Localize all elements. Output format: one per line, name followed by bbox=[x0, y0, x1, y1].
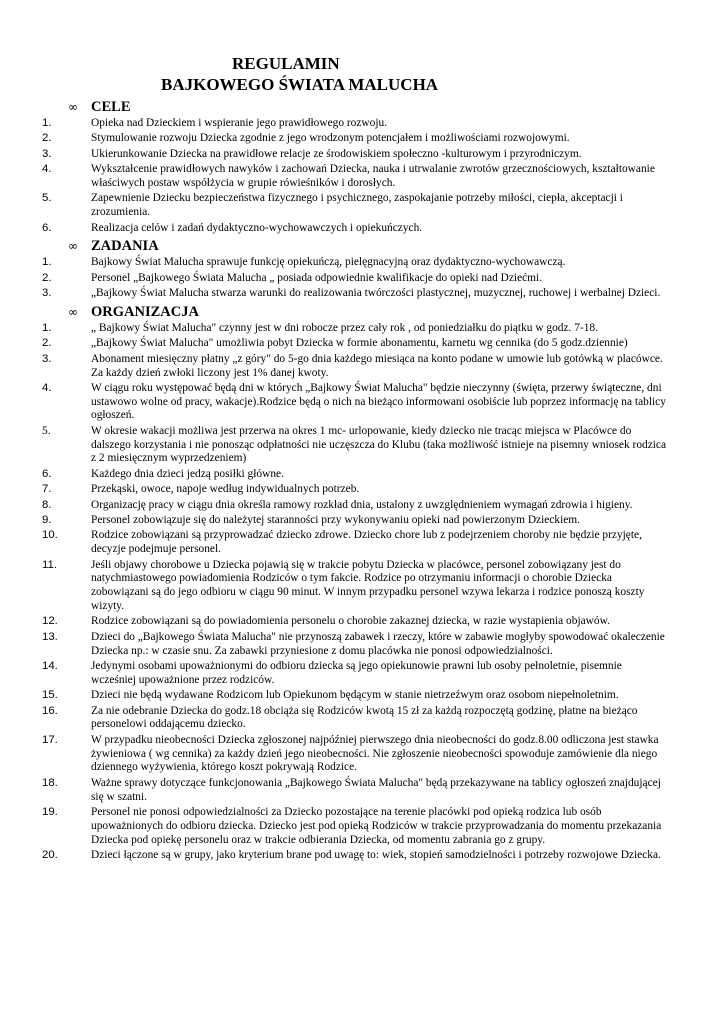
list-item bbox=[42, 630, 668, 659]
list-item-number: 5. bbox=[42, 424, 51, 437]
list-item-number: 1. bbox=[42, 321, 52, 334]
list-item-text: Zapewnienie Dziecku bezpieczeństwa fizycznego i psychicznego, zaspokajanie potrzeby miłości, ciepła, akceptacji i zrozumienia. bbox=[91, 192, 623, 219]
list-item bbox=[42, 424, 668, 466]
list-item-text: Realizacja celów i zadań dydaktyczno-wychowawczych i opiekuńczych. bbox=[91, 221, 423, 234]
list-item-number: 4. bbox=[42, 381, 52, 394]
list-item-number: 16. bbox=[42, 704, 58, 717]
list-item-number: 11. bbox=[42, 558, 57, 571]
list-item bbox=[42, 615, 668, 629]
list-item-number: 20. bbox=[42, 848, 58, 861]
list-item-text: Organizację pracy w ciągu dnia określa ramowy rozkład dnia, ustalony z uwzględnieniem wymagań zdrowia i higieny. bbox=[91, 498, 633, 511]
list-item bbox=[42, 256, 668, 270]
list-item-text: Stymulowanie rozwoju Dziecka zgodnie z jego wrodzonym potencjałem i możliwościami rozwojowymi. bbox=[91, 132, 570, 145]
list-item bbox=[42, 529, 668, 557]
list-item-text: Rodzice zobowiązani są do powiadomienia personelu o chorobie zakaznej dziecka, w razie wystapienia objawów. bbox=[91, 615, 610, 628]
list-item-number: 2. bbox=[42, 132, 52, 145]
list-item-text: W przypadku nieobecności Dziecka zgłoszonej najpóźniej pierwszego dnia nieobecności do godz.8.00 odliczona jest stawka żywieniowa ( wg cennika) za każdy dzień jego nieobecności. Nie zgłoszenie nieobecności spowoduje zamówienie dla niego dziennego wyżywienia, którego koszt pokrywają Rodzice. bbox=[91, 733, 659, 774]
section-list bbox=[42, 117, 668, 235]
list-item-number: 17. bbox=[42, 733, 58, 746]
list-item bbox=[42, 192, 668, 220]
list-item-text: Bajkowy Świat Malucha sprawuje funkcję opiekuńczą, pielęgnacyjną oraz dydaktyczno-wychowawczą. bbox=[91, 256, 566, 269]
list-item-text: Personel „Bajkowego Świata Malucha „ posiada odpowiednie kwalifikacje do opieki nad Dziećmi. bbox=[91, 271, 543, 284]
list-item-text: Dzieci nie będą wydawane Rodzicom lub Opiekunom będącym w stanie nietrzeźwym oraz osobom niepełnoletnim. bbox=[91, 689, 619, 702]
list-item-number: 5. bbox=[42, 192, 52, 205]
section-heading-label: ORGANIZACJA bbox=[91, 303, 199, 320]
list-item bbox=[42, 287, 668, 301]
list-item bbox=[42, 221, 668, 236]
list-item-number: 1. bbox=[42, 256, 52, 269]
list-item-text: Wykształcenie prawidłowych nawyków i zachowań Dziecka, nauka i utrwalanie zwrotów grzecznościowych, kształtowanie właściwych postaw współżycia w grupie rówieśników i dorosłych. bbox=[91, 163, 655, 189]
list-item bbox=[42, 321, 668, 336]
list-item bbox=[42, 776, 668, 805]
list-item-text: „ Bajkowy Świat Malucha" czynny jest w dni robocze przez cały rok , od poniedziałku do piątku w godz. 7-18. bbox=[91, 321, 598, 334]
list-item-text: W okresie wakacji możliwa jest przerwa na okres 1 mc- urlopowanie, kiedy dziecko nie tracąc miejsca w Placówce do dalszego korzystania i nie ponosząc odpłatności nie uczęszcza do Klubu (taka możliwość istnieje na pisemny wniosek rodzica z 2 miesięcznym wyprzedzeniem) bbox=[91, 424, 667, 465]
section-list bbox=[42, 256, 668, 301]
list-item-text: Opieka nad Dzieckiem i wspieranie jego prawidłowego rozwoju. bbox=[91, 117, 388, 129]
list-item-text: Każdego dnia dzieci jedzą posiłki główne. bbox=[91, 467, 284, 480]
list-item-number: 13. bbox=[42, 630, 58, 643]
list-item-text: „Bajkowy Świat Malucha stwarza warunki do realizowania twórczości plastycznej, muzycznej, ruchowej i werbalnej Dzieci. bbox=[91, 287, 661, 300]
list-item-text: Rodzice zobowiązani są przyprowadzać dziecko zdrowe. Dziecko chore lub z podejrzeniem choroby nie będzie przyjęte, decyzje podejmuje personel. bbox=[91, 529, 642, 556]
list-item bbox=[42, 381, 668, 423]
title-line-2: BAJKOWEGO ŚWIATA MALUCHA bbox=[161, 75, 439, 94]
list-item-number: 7. bbox=[42, 483, 52, 496]
list-item-text: Za nie odebranie Dziecka do godz.18 obciąża się Rodziców kwotą 15 zł za każdą rozpoczętą godzinę, płatne na bieżąco personelowi oddającemu dziecko. bbox=[91, 704, 638, 731]
list-item-number: 19. bbox=[42, 805, 58, 818]
list-item-text: Jeśli objawy chorobowe u Dziecka pojawią się w trakcie pobytu Dziecka w placówce, personel zobowiązany jest do natychmiastowego powiadomienia Rodziców o tym fakcie. Rodzice po otrzymaniu informacji o chorobie Dziecka zobowiązani są do jego odbioru w ciągu 90 minut. W innym przypadku personel wzywa lekarza i rodzice ponoszą koszty wizyty. bbox=[91, 558, 645, 612]
list-item-number: 2. bbox=[42, 337, 52, 350]
document-body bbox=[42, 96, 668, 864]
list-item-number: 15. bbox=[42, 689, 58, 702]
infinity-bullet-icon: ∞ bbox=[68, 304, 78, 319]
section-heading-zadania bbox=[68, 237, 668, 255]
list-item-text: „Bajkowy Świat Malucha" umożliwia pobyt Dziecka w formie abonamentu, karnetu wg cennika (do 5 godz.dziennie) bbox=[91, 337, 628, 350]
list-item bbox=[42, 147, 668, 162]
list-item-text: Przekąski, owoce, napoje według indywidualnych potrzeb. bbox=[91, 483, 360, 496]
list-item-text: Jedynymi osobami upoważnionymi do odbioru dziecka są jego opiekunowie prawni lub osoby pełnoletnie, pisemnie wcześniej upoważnione przez rodziców. bbox=[91, 659, 622, 686]
list-item-number: 1. bbox=[42, 117, 52, 129]
section-heading-label: CELE bbox=[91, 99, 131, 115]
section-list bbox=[42, 321, 668, 863]
list-item-number: 10. bbox=[42, 529, 58, 542]
list-item bbox=[42, 659, 668, 688]
list-item-text: Dzieci łączone są w grupy, jako kryterium brane pod uwagę to: wiek, stopień samodzielności i potrzeby rozwojowe Dziecka. bbox=[91, 848, 661, 861]
list-item-number: 6. bbox=[42, 467, 52, 480]
section-heading-organizacja bbox=[68, 303, 668, 321]
list-item-number: 4. bbox=[42, 163, 52, 176]
section-heading-label: ZADANIA bbox=[91, 238, 159, 255]
list-item-number: 8. bbox=[42, 498, 52, 511]
section-heading-cele bbox=[68, 98, 668, 116]
list-item-text: Abonament miesięczny płatny „z góry" do 5-go dnia każdego miesiąca na konto podane w umowie lub gotówką w placówce. Za każdy dzień zwłoki liczony jest 1% danej kwoty. bbox=[91, 352, 663, 379]
title-line-1: REGULAMIN bbox=[232, 54, 340, 73]
list-item bbox=[42, 337, 668, 351]
list-item-number: 3. bbox=[42, 147, 52, 160]
list-item-text: Ważne sprawy dotyczące funkcjonowania „Bajkowego Świata Malucha" będą przekazywane na tablicy ogłoszeń znajdującej się w szatni. bbox=[91, 776, 661, 803]
list-item bbox=[42, 467, 668, 482]
list-item-number: 12. bbox=[42, 615, 58, 628]
list-item bbox=[42, 558, 668, 614]
list-item-number: 6. bbox=[42, 221, 52, 234]
list-item-text: Personel nie ponosi odpowiedzialności za Dziecko pozostające na terenie placówki pod opieką rodzica lub osób upoważnionych do odbioru dziecka. Dziecko jest pod opieką Rodziców w trakcie przyprowadzania do momentu przekazania Dziecka pod opiekę personelu oraz w trakcie odbierania Dziecka, od momentu zabrania go z grupy. bbox=[91, 805, 662, 846]
list-item bbox=[42, 271, 668, 286]
list-item-number: 3. bbox=[42, 352, 52, 365]
list-item-number: 18. bbox=[42, 776, 58, 789]
list-item bbox=[42, 689, 668, 703]
list-item bbox=[42, 352, 668, 381]
infinity-bullet-icon: ∞ bbox=[68, 100, 78, 114]
list-item-number: 14. bbox=[42, 659, 58, 672]
list-item-number: 9. bbox=[42, 514, 52, 527]
list-item-text: W ciągu roku występować będą dni w których „Bajkowy Świat Malucha" będzie nieczynny (święta, przerwy świąteczne, dni ustawowo wolne od pracy, wakacje).Rodzice będą o nich na bieżąco informowani osobiście lub poprzez informację na tablicy ogłoszeń. bbox=[91, 381, 666, 422]
list-item bbox=[42, 704, 668, 733]
list-item-number: 3. bbox=[42, 287, 52, 300]
list-item bbox=[42, 514, 668, 528]
list-item-text: Dzieci do „Bajkowego Świata Malucha" nie przynoszą zabawek i rzeczy, które w zabawie mogłyby spowodować okaleczenie Dziecka np.: w czasie snu. Za zabawki przyniesione z domu placówka nie ponosi odpowiedzialności. bbox=[91, 630, 665, 657]
list-item bbox=[42, 483, 668, 497]
list-item-text: Ukierunkowanie Dziecka na prawidłowe relacje ze środowiskiem społeczno -kulturowym i przyrodniczym. bbox=[91, 147, 582, 160]
list-item bbox=[42, 498, 668, 513]
list-item bbox=[42, 132, 668, 146]
list-item bbox=[42, 117, 668, 131]
list-item-number: 2. bbox=[42, 271, 52, 284]
list-item bbox=[42, 805, 668, 847]
list-item-text: Personel zobowiązuje się do należytej staranności przy wykonywaniu opieki nad powierzonym Dzieckiem. bbox=[91, 514, 581, 527]
list-item bbox=[42, 733, 668, 775]
list-item bbox=[42, 163, 668, 191]
infinity-bullet-icon: ∞ bbox=[68, 239, 78, 254]
list-item bbox=[42, 848, 668, 863]
